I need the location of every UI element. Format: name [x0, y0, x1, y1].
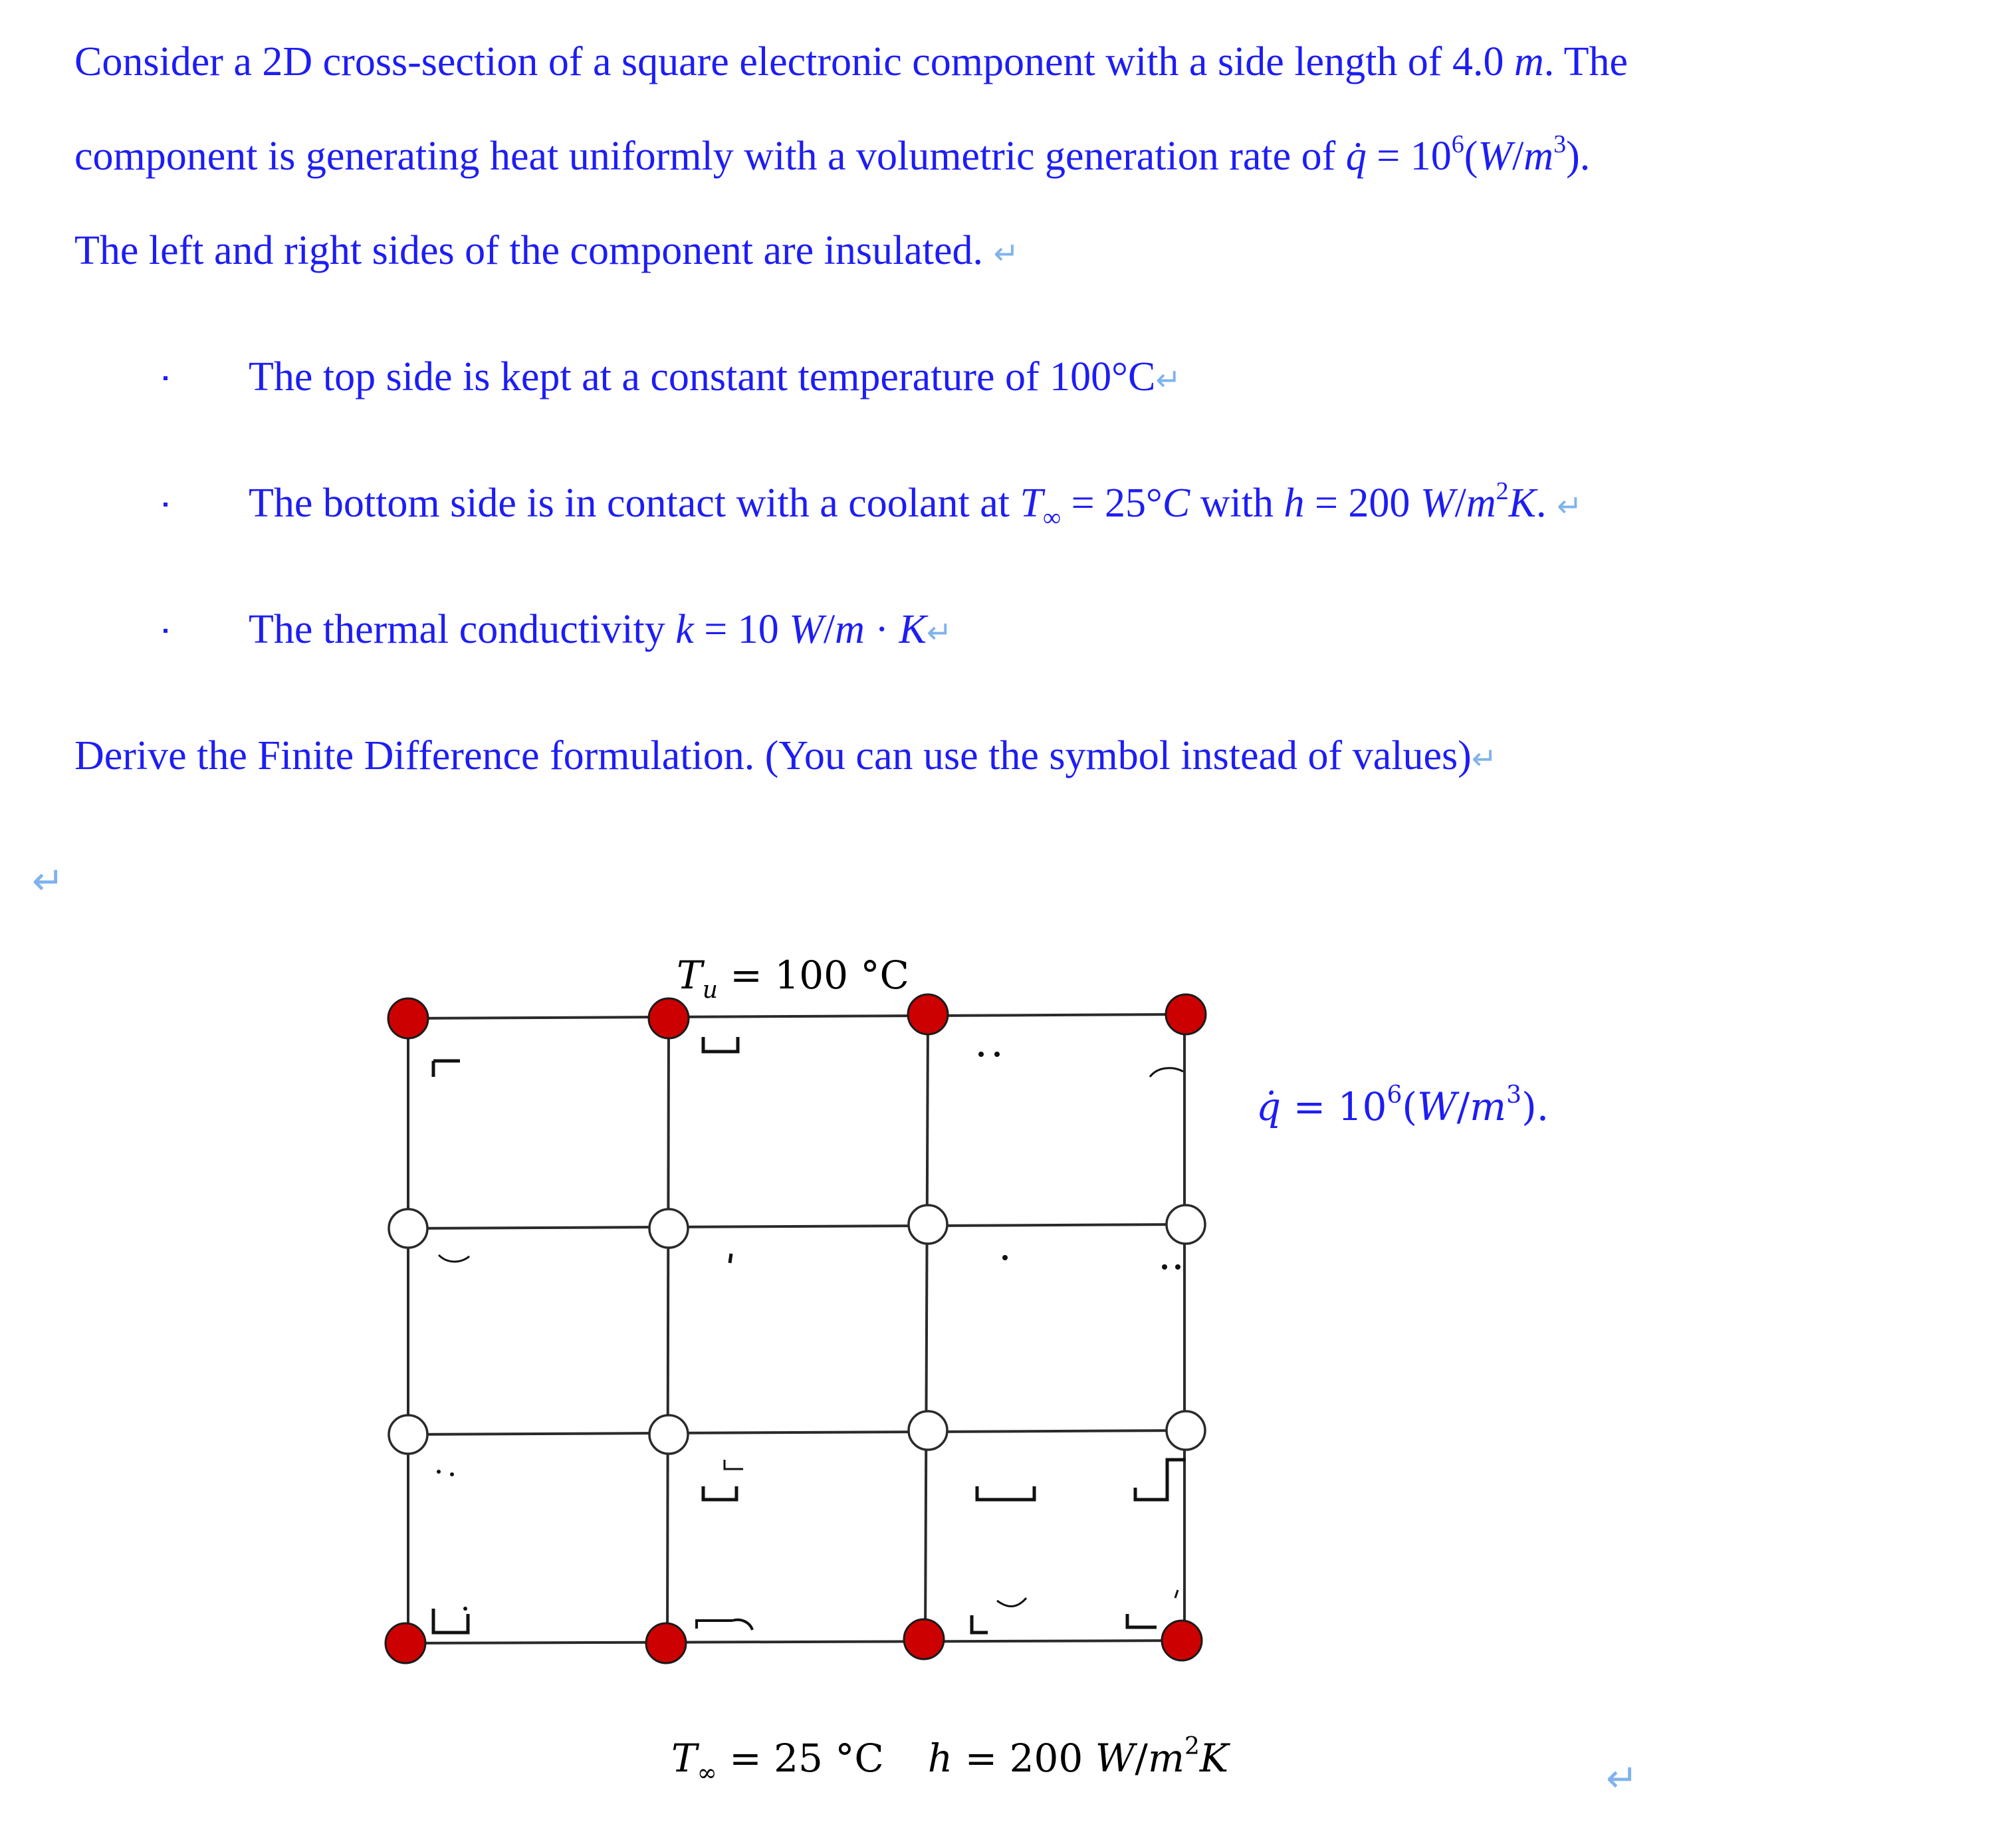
t-infinity-value: = 25 °C — [717, 1736, 884, 1781]
cell-mark — [433, 1061, 460, 1077]
equals-sign: = — [1281, 1084, 1338, 1129]
unit-slash: / — [1512, 134, 1524, 179]
h-unit-slash: / — [1135, 1736, 1148, 1781]
node-fixed-temperature — [1166, 994, 1206, 1034]
grid-horizontal-lines — [408, 1014, 1184, 1643]
intro-line-3-text: The left and right sides of the component are insulated. — [74, 228, 994, 273]
grid-line-top — [408, 1014, 1184, 1018]
return-mark-icon: ↵ — [1155, 362, 1181, 398]
cell-mark — [725, 1460, 743, 1469]
grid-line-col-3 — [925, 1016, 928, 1642]
t-infinity-subscript: ∞ — [1043, 504, 1062, 532]
side-length-unit: m — [1513, 39, 1544, 84]
task-text: Derive the Finite Difference formulation. (You can use the symbol instead of values) — [74, 733, 1472, 778]
node-unknown-temperature — [1167, 1411, 1205, 1450]
return-mark-icon: ↵ — [993, 235, 1020, 271]
cell-mark — [437, 1470, 441, 1474]
unit-close: ). — [1566, 134, 1591, 179]
h-unit-m: m — [1466, 481, 1496, 526]
h-unit-slash: / — [1454, 481, 1466, 526]
cell-mark — [997, 1598, 1026, 1607]
node-unknown-temperature — [909, 1205, 947, 1244]
cell-mark — [703, 1486, 736, 1500]
cell-mark — [994, 1052, 1000, 1057]
tu-subscript: u — [702, 976, 718, 1004]
node-fixed-temperature — [388, 998, 428, 1038]
cell-mark — [433, 1609, 468, 1633]
celsius-symbol: C — [1162, 481, 1190, 526]
k-symbol: k — [675, 607, 694, 652]
cell-mark — [1150, 1068, 1183, 1077]
intro-line-1-end: . The — [1543, 39, 1628, 84]
cell-mark — [730, 1254, 731, 1263]
cell-mark — [697, 1620, 752, 1630]
node-convection-boundary — [386, 1623, 425, 1663]
k-unit-dot: · — [864, 607, 899, 652]
qdot-symbol: q̇ — [1345, 134, 1367, 179]
unit-slash: / — [1456, 1084, 1470, 1129]
node-convection-boundary — [904, 1619, 944, 1659]
equals-sign: = — [1366, 134, 1410, 179]
h-unit-exponent: 2 — [1496, 477, 1509, 505]
qdot-base: 10 — [1410, 134, 1452, 179]
return-mark-icon: ↵ — [1471, 741, 1498, 776]
h-unit-k: K — [1508, 481, 1536, 526]
h-unit-k: K — [1199, 1736, 1229, 1781]
grid-vertical-lines — [408, 1014, 1184, 1643]
h-unit-m: m — [1147, 1736, 1184, 1781]
intro-line-2-text: component is generating heat uniformly with a volumetric generation rate of — [74, 134, 1346, 179]
node-unknown-temperature — [909, 1411, 947, 1450]
h-unit-w: W — [1095, 1736, 1135, 1781]
cell-mark — [972, 1615, 988, 1633]
node-convection-boundary — [646, 1623, 686, 1663]
intro-line-1-text: Consider a 2D cross-section of a square electronic component with a side length of — [74, 39, 1452, 84]
t-infinity-subscript: ∞ — [697, 1760, 717, 1787]
cell-mark — [977, 1486, 1034, 1500]
bullet-bottom-end: . — [1535, 481, 1557, 526]
unit-exponent: 3 — [1506, 1082, 1522, 1109]
qdot-symbol: q̇ — [1256, 1084, 1282, 1129]
t-infinity-symbol: T — [1020, 481, 1043, 526]
bullet-top-text: The top side is kept at a constant temperature of 100°C — [249, 354, 1156, 399]
h-symbol: h — [1284, 481, 1305, 526]
bullet-k-text: The thermal conductivity — [249, 607, 676, 652]
node-unknown-temperature — [389, 1415, 427, 1454]
unit-w: W — [1416, 1084, 1457, 1129]
k-unit-w: W — [789, 607, 824, 652]
return-mark-icon: ↵ — [1556, 488, 1583, 524]
cell-mark — [463, 1607, 467, 1611]
side-length-value: 4.0 — [1452, 39, 1514, 84]
unit-open: ( — [1464, 134, 1478, 179]
cell-glyph-marks — [433, 1037, 1186, 1633]
cell-mark — [450, 1472, 454, 1476]
node-unknown-temperature — [1167, 1205, 1205, 1244]
qdot-base: 10 — [1337, 1084, 1387, 1129]
h-symbol: h — [927, 1736, 953, 1781]
h-unit-w: W — [1420, 481, 1455, 526]
k-unit-m: m — [835, 607, 865, 652]
grid-line-col-2 — [667, 1018, 669, 1643]
h-value: = 200 — [952, 1736, 1095, 1781]
cell-mark — [1002, 1255, 1008, 1260]
unit-open: ( — [1402, 1084, 1417, 1129]
grid-line-row-3 — [408, 1430, 1184, 1434]
cell-mark — [1135, 1460, 1186, 1500]
qdot-exponent: 6 — [1387, 1082, 1402, 1109]
t-infinity-value: = 25° — [1061, 481, 1163, 526]
unit-exponent: 3 — [1553, 130, 1567, 158]
h-unit-exponent: 2 — [1184, 1733, 1200, 1760]
node-convection-boundary — [1162, 1621, 1202, 1660]
node-unknown-temperature — [389, 1209, 427, 1248]
node-fixed-temperature — [908, 994, 948, 1034]
k-unit-slash: / — [823, 607, 836, 652]
k-value: = 10 — [693, 607, 790, 652]
tu-symbol: T — [677, 953, 703, 998]
return-mark-icon: ↵ — [926, 614, 952, 650]
unit-m: m — [1523, 134, 1554, 179]
k-unit-k: K — [899, 607, 927, 652]
unit-close: ). — [1521, 1084, 1549, 1129]
return-mark-icon: ↵ — [1606, 1756, 1638, 1801]
cell-mark — [703, 1037, 738, 1052]
grid-line-bottom — [408, 1641, 1184, 1643]
unit-w: W — [1478, 134, 1513, 179]
cell-mark — [1175, 1590, 1178, 1598]
grid-line-row-2 — [408, 1224, 1184, 1228]
cell-mark — [1162, 1264, 1167, 1270]
with-text: with — [1190, 481, 1284, 526]
cell-mark — [1127, 1614, 1157, 1627]
t-infinity-symbol: T — [671, 1736, 697, 1781]
bullet-bottom-text: The bottom side is in contact with a coolant at — [249, 481, 1020, 526]
cell-mark — [439, 1255, 469, 1262]
qdot-exponent: 6 — [1451, 130, 1464, 158]
h-value: = 200 — [1304, 481, 1420, 526]
node-unknown-temperature — [649, 1209, 688, 1248]
return-mark-icon: ↵ — [32, 858, 64, 903]
node-fixed-temperature — [649, 998, 689, 1038]
tu-value: = 100 °C — [717, 953, 909, 998]
unit-m: m — [1470, 1084, 1507, 1129]
cell-mark — [978, 1052, 984, 1057]
node-unknown-temperature — [649, 1415, 688, 1454]
cell-mark — [1175, 1264, 1180, 1270]
